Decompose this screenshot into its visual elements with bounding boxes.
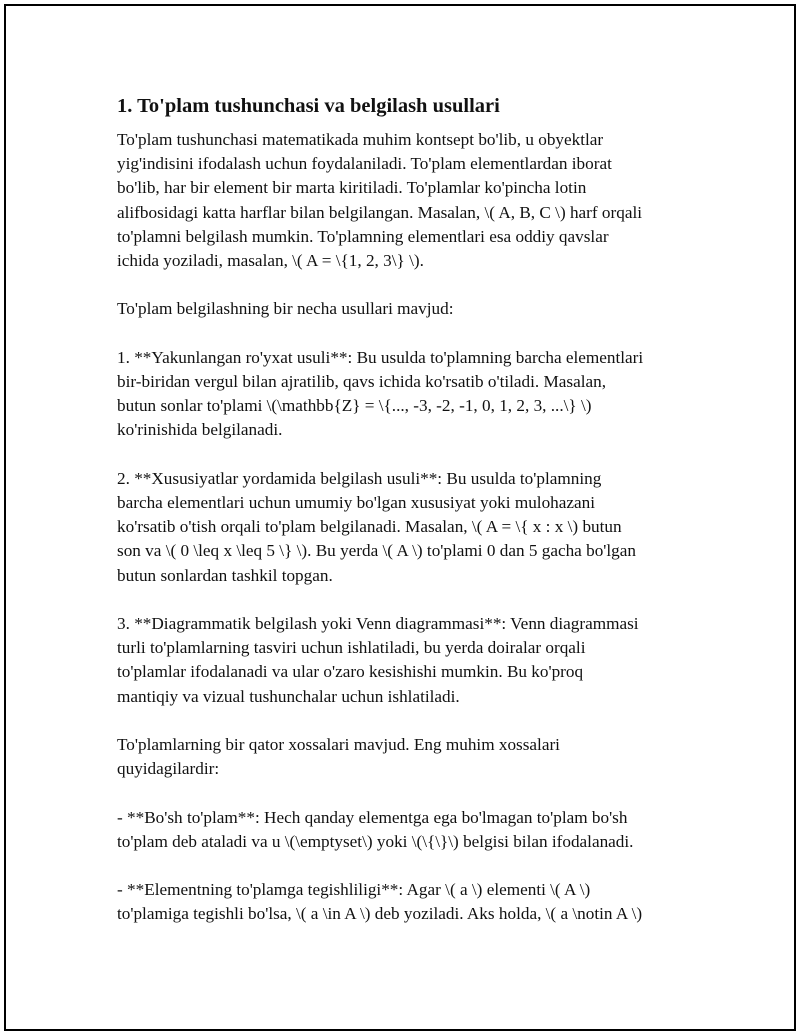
paragraph	[117, 297, 697, 321]
paragraph	[117, 467, 697, 588]
paragraph-list	[117, 128, 697, 927]
text-line: bir-biridan vergul bilan ajratilib, qavs ichida ko'rsatib o'tiladi. Masalan,	[117, 372, 607, 391]
text-line: To'plam belgilashning bir necha usullari mavjud:	[117, 299, 454, 319]
text-line: butun sonlar to'plami \(\mathbb{Z} = \{..., -3, -2, -1, 0, 1, 2, 3, ...\} \)	[117, 396, 592, 416]
text-line: to'plamiga tegishli bo'lsa, \( a \in A \) deb yoziladi. Aks holda, \( a \notin A \)	[117, 904, 643, 924]
text-line: quyidagilardir:	[117, 759, 220, 779]
paragraph	[117, 612, 697, 709]
paragraph	[117, 806, 697, 854]
text-line: yig'indisini ifodalash uchun foydalaniladi. To'plam elementlardan iborat	[117, 154, 612, 174]
text-line: 3. **Diagrammatik belgilash yoki Venn diagrammasi**: Venn diagrammasi	[117, 614, 639, 633]
text-line: butun sonlardan tashkil topgan.	[117, 565, 333, 585]
text-line: to'plam deb ataladi va u \(\emptyset\) yoki \(\{\}\) belgisi bilan ifodalanadi.	[117, 831, 634, 851]
text-line: to'plamni belgilash mumkin. To'plamning elementlari esa oddiy qavslar	[117, 226, 609, 246]
text-line: ichida yoziladi, masalan, \( A = \{1, 2, 3\} \).	[117, 251, 424, 271]
section-title: 1. To'plam tushunchasi va belgilash usullari	[117, 95, 500, 117]
paragraph	[117, 733, 697, 781]
paragraph	[117, 878, 697, 926]
text-line: ko'rsatib o'tish orqali to'plam belgilanadi. Masalan, \( A = \{ x : x \) butun	[117, 517, 622, 537]
text-line: barcha elementlari uchun umumiy bo'lgan xususiyat yoki mulohazani	[117, 493, 596, 512]
text-line: alifbosidagi katta harflar bilan belgilangan. Masalan, \( A, B, C \) harf orqali	[117, 202, 643, 222]
text-line: 1. **Yakunlangan ro'yxat usuli**: Bu usulda to'plamning barcha elementlari	[117, 347, 644, 367]
text-line: to'plamlar ifodalanadi va ular o'zaro kesishishi mumkin. Bu ko'proq	[117, 662, 584, 682]
document-body	[117, 92, 697, 951]
text-line: mantiqiy va vizual tushunchalar uchun ishlatiladi.	[117, 686, 460, 706]
text-line: son va \( 0 \leq x \leq 5 \} \). Bu yerda \( A \) to'plami 0 dan 5 gacha bo'lgan	[117, 541, 636, 561]
text-line: 2. **Xususiyatlar yordamida belgilash usuli**: Bu usulda to'plamning	[117, 468, 602, 488]
text-line: To'plam tushunchasi matematikada muhim kontsept bo'lib, u obyektlar	[117, 130, 604, 149]
text-line: ko'rinishida belgilanadi.	[117, 420, 283, 440]
text-line: - **Bo'sh to'plam**: Hech qanday elementga ega bo'lmagan to'plam bo'sh	[117, 807, 628, 827]
text-line: turli to'plamlarning tasviri uchun ishlatiladi, bu yerda doiralar orqali	[117, 638, 586, 658]
paragraph	[117, 346, 697, 443]
text-line: - **Elementning to'plamga tegishliligi**: Agar \( a \) elementi \( A \)	[117, 880, 591, 900]
paragraph	[117, 128, 697, 273]
text-line: bo'lib, har bir element bir marta kiritiladi. To'plamlar ko'pincha lotin	[117, 178, 587, 198]
text-line: To'plamlarning bir qator xossalari mavjud. Eng muhim xossalari	[117, 735, 560, 754]
